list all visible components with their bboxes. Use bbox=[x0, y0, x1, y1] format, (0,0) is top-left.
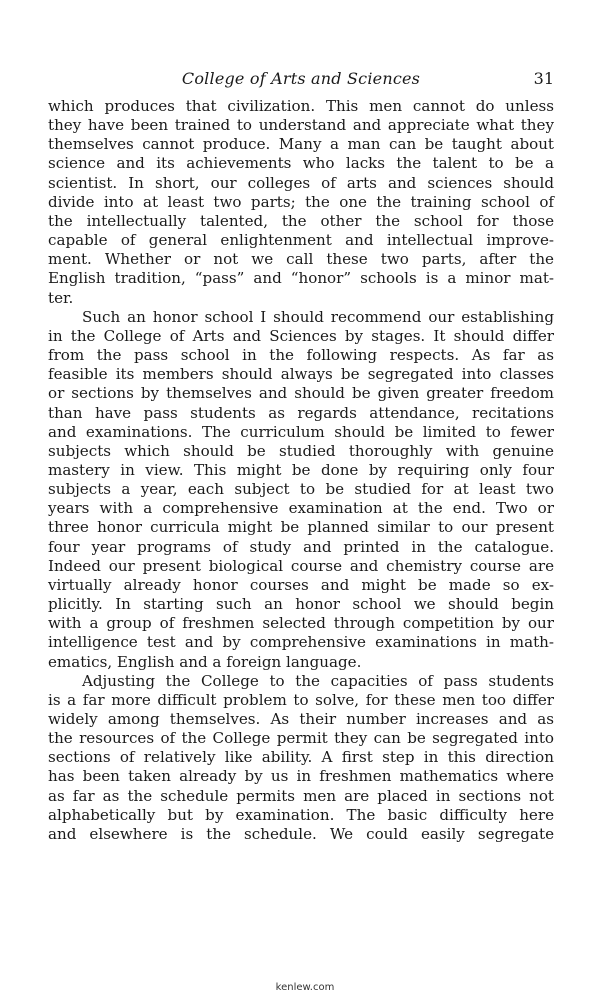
text-line: has been taken already by us in freshmen mathematics where bbox=[48, 767, 554, 786]
paragraph-1 bbox=[48, 97, 554, 308]
text-line: or sections by themselves and should be given greater freedom bbox=[48, 384, 554, 403]
text-line: intelligence test and by comprehensive examinations in math- bbox=[48, 633, 554, 652]
text-line: three honor curricula might be planned similar to our present bbox=[48, 518, 554, 537]
text-line: themselves cannot produce. Many a man can be taught about bbox=[48, 135, 554, 154]
text-line: is a far more difficult problem to solve, for these men too differ bbox=[48, 690, 554, 709]
text-line: Such an honor school I should recommend our establishing bbox=[82, 307, 554, 326]
text-line: ment. Whether or not we call these two parts, after the bbox=[48, 250, 554, 269]
text-line: English tradition, “pass” and “honor” schools is a minor mat- bbox=[48, 269, 554, 288]
text-line: widely among themselves. As their number increases and as bbox=[48, 710, 554, 728]
text-line: Indeed our present biological course and chemistry course are bbox=[48, 556, 554, 575]
text-line: scientist. In short, our colleges of arts and sciences should bbox=[48, 173, 554, 192]
text-line: Adjusting the College to the capacities of pass students bbox=[82, 671, 554, 690]
text-line: from the pass school in the following respects. As far as bbox=[48, 346, 554, 365]
text-line: years with a comprehensive examination at the end. Two or bbox=[48, 499, 554, 518]
text-line: the resources of the College permit they can be segregated into bbox=[48, 729, 554, 748]
body-text bbox=[48, 97, 554, 844]
running-title: College of Arts and Sciences bbox=[181, 69, 421, 88]
text-line: feasible its members should always be segregated into classes bbox=[48, 365, 554, 384]
text-line: capable of general enlightenment and intellectual improve- bbox=[48, 231, 554, 250]
paragraph-3 bbox=[48, 672, 554, 844]
text-line: mastery in view. This might be done by requiring only four bbox=[48, 460, 554, 479]
text-line: ter. bbox=[48, 288, 74, 307]
text-line: four year programs of study and printed in the catalogue. bbox=[48, 537, 554, 556]
text-line: they have been trained to understand and appreciate what they bbox=[48, 116, 554, 135]
text-line: the intellectually talented, the other the school for those bbox=[48, 211, 554, 230]
text-line: and examinations. The curriculum should be limited to fewer bbox=[48, 422, 554, 441]
text-line: alphabetically but by examination. The basic difficulty here bbox=[48, 805, 554, 824]
text-line: science and its achievements who lacks the talent to be a bbox=[48, 154, 554, 173]
text-line: subjects a year, each subject to be studied for at least two bbox=[48, 480, 554, 499]
text-line: sections of relatively like ability. A first step in this direction bbox=[48, 748, 554, 767]
text-line: in the College of Arts and Sciences by stages. It should differ bbox=[48, 326, 554, 345]
text-line: with a group of freshmen selected through competition by our bbox=[48, 614, 554, 633]
text-line: virtually already honor courses and might be made so ex- bbox=[48, 575, 554, 594]
text-line: plicitly. In starting such an honor school we should begin bbox=[48, 595, 554, 614]
watermark: kenlew.com bbox=[275, 982, 335, 993]
paragraph-2 bbox=[48, 308, 554, 672]
running-header bbox=[48, 68, 554, 90]
text-line: and elsewhere is the schedule. We could easily segregate bbox=[48, 824, 554, 843]
text-line: which produces that civilization. This men cannot do unless bbox=[48, 97, 554, 115]
text-line: as far as the schedule permits men are placed in sections not bbox=[48, 786, 554, 805]
text-line: ematics, English and a foreign language. bbox=[48, 652, 362, 671]
page-number: 31 bbox=[533, 69, 554, 88]
text-line: divide into at least two parts; the one the training school of bbox=[48, 192, 554, 211]
text-line: subjects which should be studied thoroughly with genuine bbox=[48, 441, 554, 460]
text-line: than have pass students as regards attendance, recitations bbox=[48, 403, 554, 422]
